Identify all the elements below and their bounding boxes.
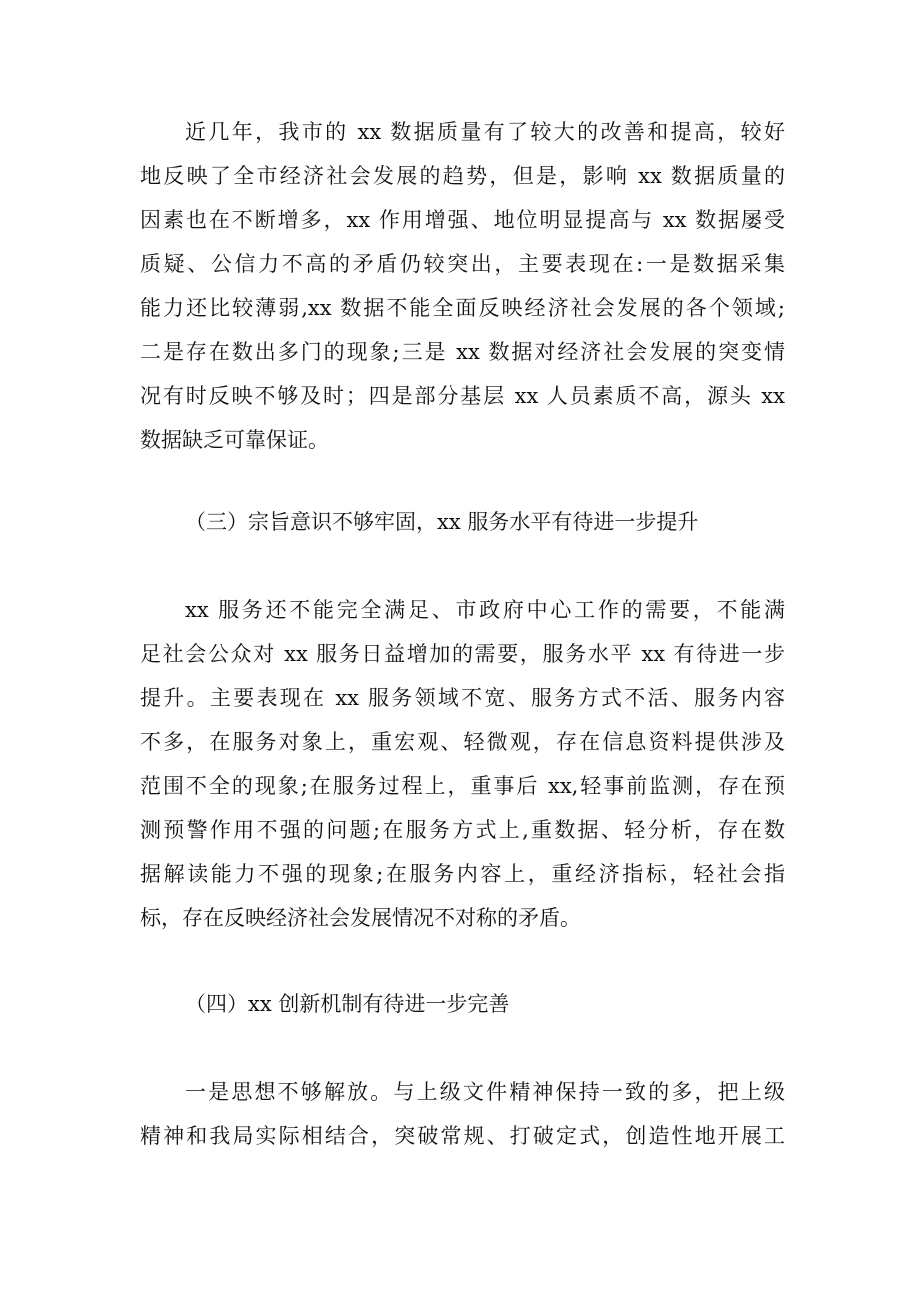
paragraph-line: xx 服务还不能完全满足、市政府中心工作的需要，不能满 [185,598,785,622]
paragraph-innovation [140,1070,785,1158]
paragraph-line: 范围不全的现象;在服务过程上，重事后 xx,轻事前监测，存在预 [140,774,785,798]
section-heading-3: （三）宗旨意识不够牢固，xx 服务水平有待进一步提升 [185,510,699,534]
paragraph-line: 二是存在数出多门的现象;三是 xx 数据对经济社会发展的突变情 [140,340,785,364]
paragraph-line: 不多，在服务对象上，重宏观、轻微观，存在信息资料提供涉及 [140,730,785,754]
paragraph-line: 因素也在不断增多，xx 作用增强、地位明显提高与 xx 数据屡受 [140,208,785,232]
paragraph-data-quality [140,110,785,462]
paragraph-line: 况有时反映不够及时；四是部分基层 xx 人员素质不高，源头 xx [140,384,785,408]
paragraph-line: 测预警作用不强的问题;在服务方式上,重数据、轻分析，存在数 [140,818,785,842]
paragraph-line: 标，存在反映经济社会发展情况不对称的矛盾。 [140,906,581,930]
paragraph-line: 数据缺乏可靠保证。 [140,428,329,452]
section-heading-4: （四）xx 创新机制有待进一步完善 [185,992,510,1016]
paragraph-line: 精神和我局实际相结合，突破常规、打破定式，创造性地开展工 [140,1124,785,1148]
paragraph-line: 质疑、公信力不高的矛盾仍较突出，主要表现在:一是数据采集 [140,252,785,276]
paragraph-line: 一是思想不够解放。与上级文件精神保持一致的多，把上级 [185,1080,785,1104]
paragraph-line: 近几年，我市的 xx 数据质量有了较大的改善和提高，较好 [185,120,785,144]
paragraph-line: 能力还比较薄弱,xx 数据不能全面反映经济社会发展的各个领域; [140,296,785,320]
paragraph-line: 地反映了全市经济社会发展的趋势，但是，影响 xx 数据质量的 [140,164,785,188]
paragraph-service-level [140,588,785,940]
paragraph-line: 据解读能力不强的现象;在服务内容上，重经济指标，轻社会指 [140,862,785,886]
paragraph-line: 提升。主要表现在 xx 服务领域不宽、服务方式不活、服务内容 [140,686,785,710]
paragraph-line: 足社会公众对 xx 服务日益增加的需要，服务水平 xx 有待进一步 [140,642,785,666]
